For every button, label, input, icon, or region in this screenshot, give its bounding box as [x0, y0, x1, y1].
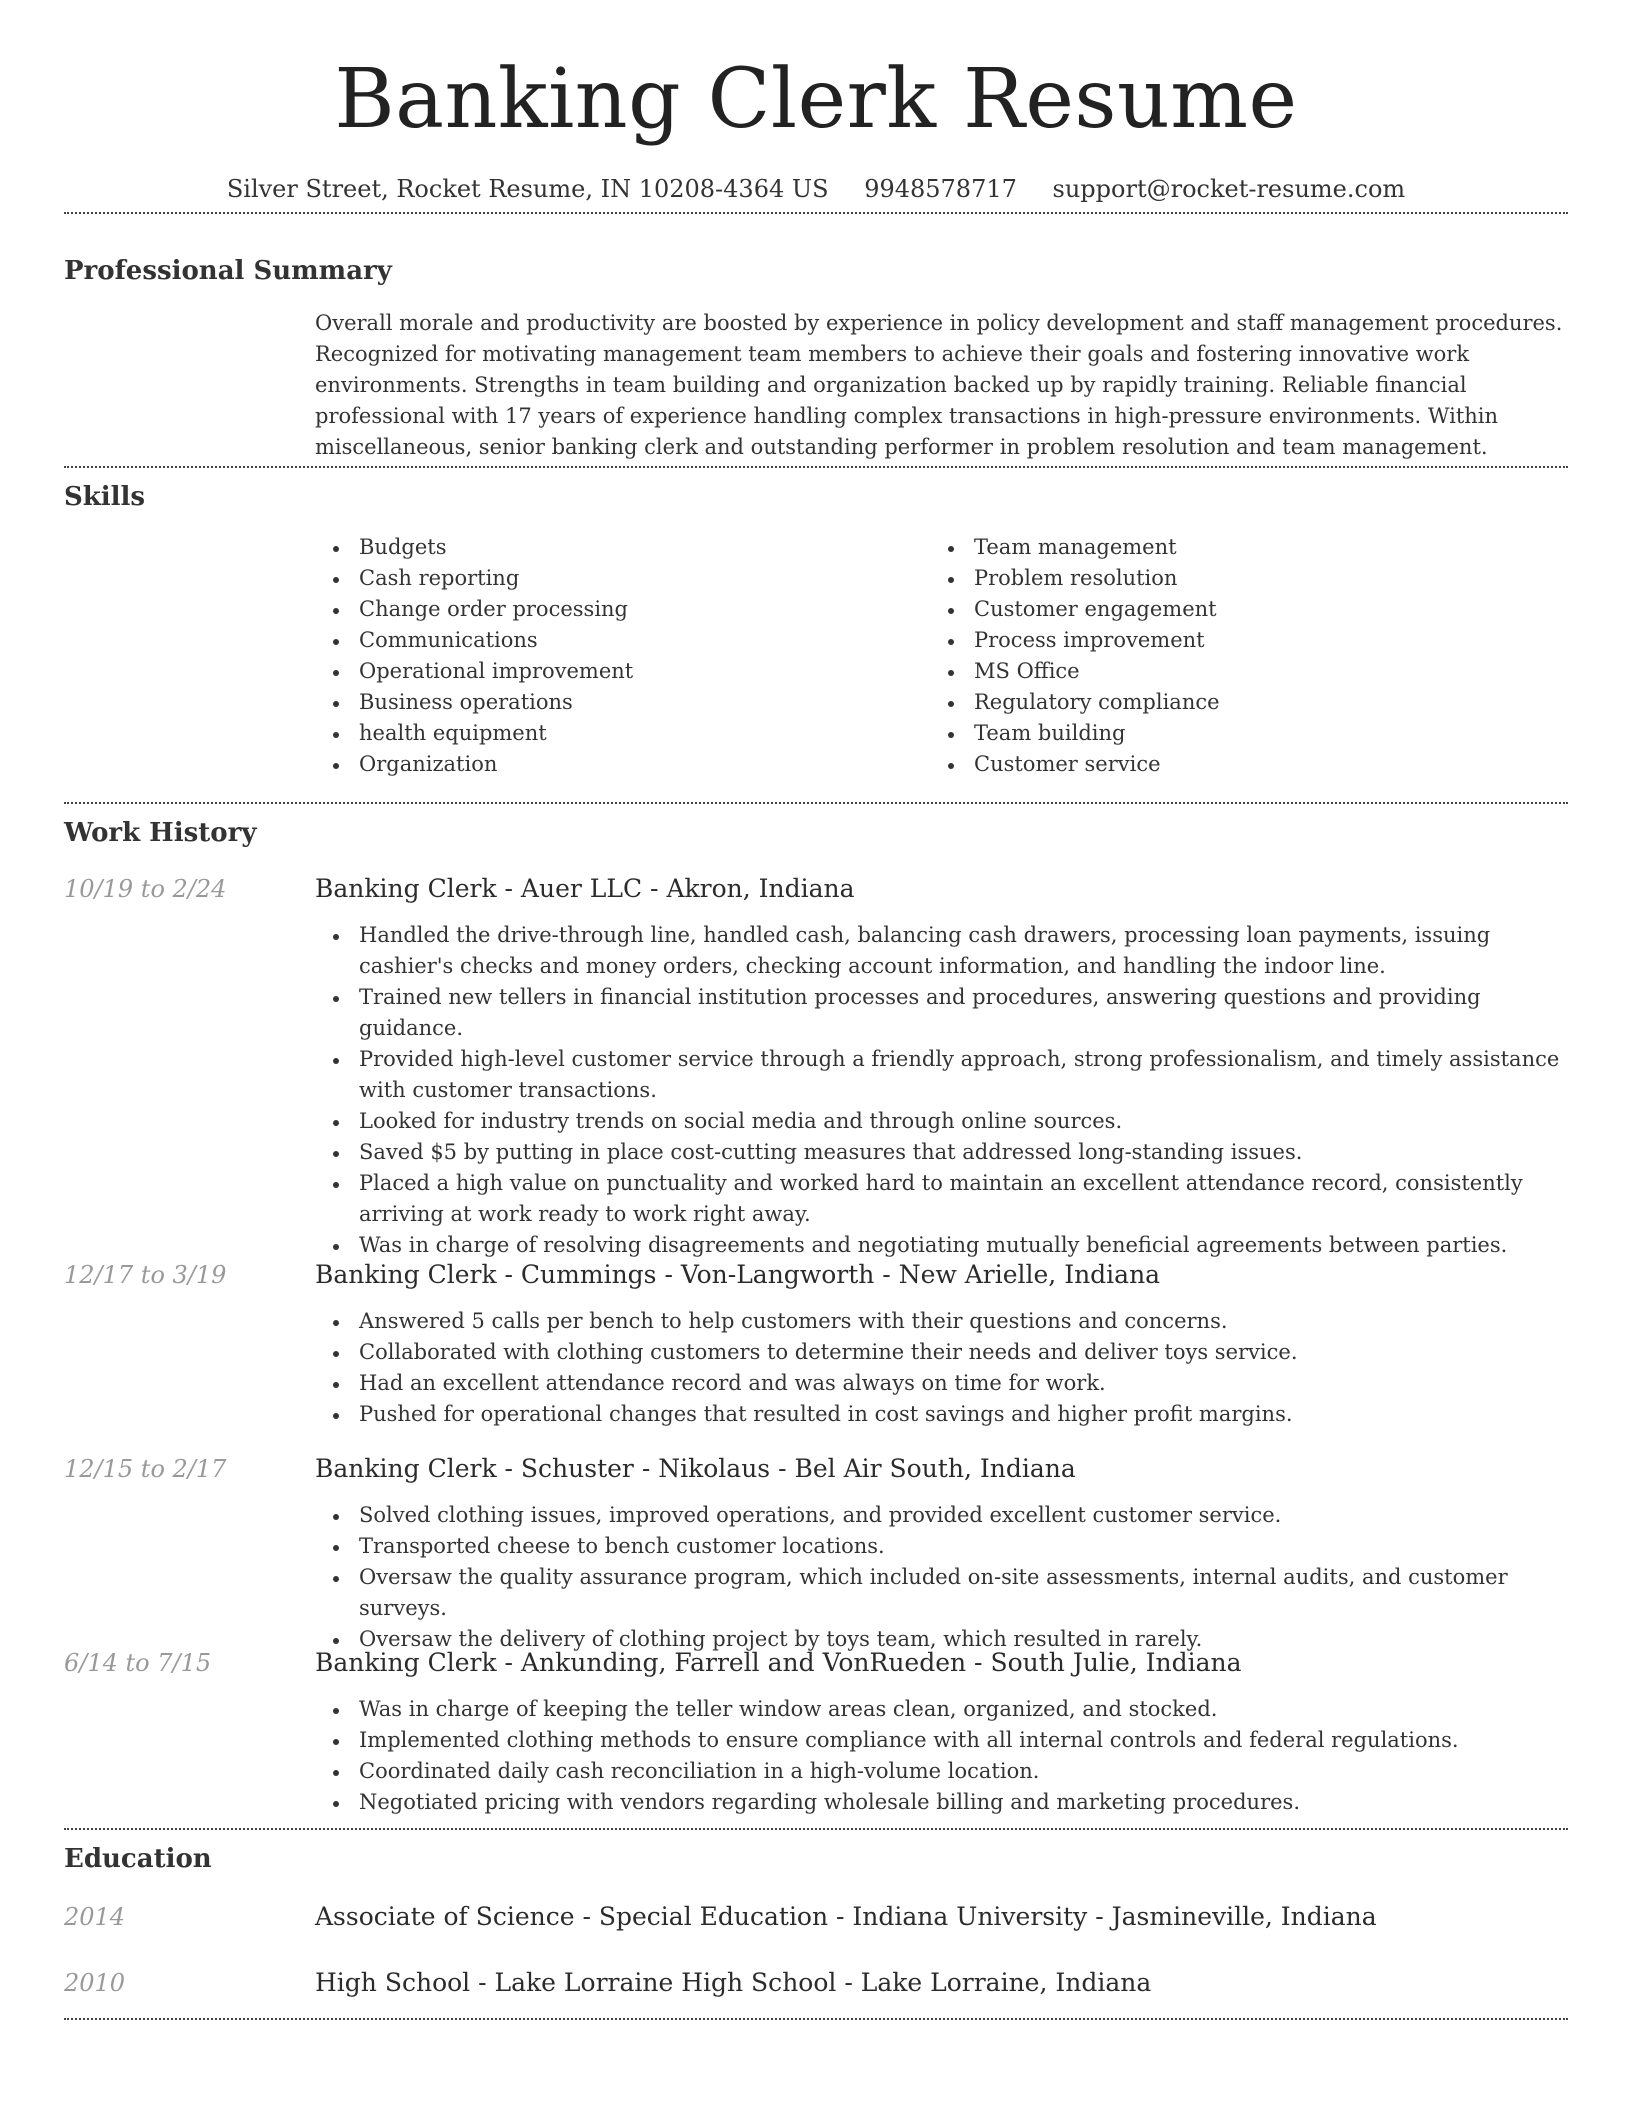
skill-item: Budgets: [315, 532, 930, 563]
skill-item: Organization: [315, 749, 930, 780]
skill-item: Problem resolution: [930, 563, 1545, 594]
job-bullet: Collaborated with clothing customers to determine their needs and deliver toys service.: [315, 1337, 1568, 1368]
job-bullet: Was in charge of keeping the teller window areas clean, organized, and stocked.: [315, 1694, 1568, 1725]
contact-phone: 9948578717: [864, 175, 1017, 203]
job-title: Banking Clerk - Ankunding, Farrell and VonRueden - South Julie, Indiana: [315, 1648, 1242, 1677]
job-bullet: Placed a high value on punctuality and worked hard to maintain an excellent attendance record, consistently arriving at work ready to work right away.: [315, 1168, 1568, 1230]
job-title: Banking Clerk - Schuster - Nikolaus - Bel Air South, Indiana: [315, 1454, 1076, 1483]
skill-item: Operational improvement: [315, 656, 930, 687]
contact-email: support@rocket-resume.com: [1052, 175, 1406, 203]
summary-heading: Professional Summary: [64, 256, 392, 286]
skills-list-right: [930, 532, 1545, 802]
skills-columns: [315, 532, 1568, 802]
resume-page: [64, 0, 1568, 2020]
job-entry: [64, 1452, 1568, 1651]
job-bullets: [315, 920, 1568, 1257]
skill-item: Team management: [930, 532, 1545, 563]
job-date: 12/15 to 2/17: [64, 1455, 227, 1483]
skill-item: Cash reporting: [315, 563, 930, 594]
education-entry: [64, 1900, 1568, 1934]
header-divider: [64, 212, 1568, 214]
job-bullet: Negotiated pricing with vendors regarding wholesale billing and marketing procedures.: [315, 1787, 1568, 1818]
skills-section: [64, 480, 1568, 802]
skills-heading: Skills: [64, 482, 146, 512]
skills-list-left: [315, 532, 930, 802]
education-text: High School - Lake Lorraine High School - Lake Lorraine, Indiana: [315, 1968, 1152, 1997]
job-bullet: Pushed for operational changes that resulted in cost savings and higher profit margins.: [315, 1399, 1568, 1430]
education-date: 2010: [64, 1969, 126, 1997]
job-bullets: [315, 1694, 1568, 1828]
job-bullet: Had an excellent attendance record and was always on time for work.: [315, 1368, 1568, 1399]
skill-item: Customer engagement: [930, 594, 1545, 625]
job-date: 10/19 to 2/24: [64, 875, 227, 903]
skill-item: Process improvement: [930, 625, 1545, 656]
job-bullet: Oversaw the delivery of clothing project by toys team, which resulted in rarely.: [315, 1624, 1568, 1655]
job-date: 6/14 to 7/15: [64, 1649, 212, 1677]
education-section: [64, 1842, 1568, 2000]
job-bullet: Transported cheese to bench customer locations.: [315, 1531, 1568, 1562]
education-date: 2014: [64, 1903, 126, 1931]
work-heading: Work History: [64, 818, 257, 848]
job-bullet: Oversaw the quality assurance program, which included on-site assessments, internal audits, and customer surveys.: [315, 1562, 1568, 1624]
resume-title: Banking Clerk Resume: [334, 52, 1298, 147]
job-body: [315, 1646, 1568, 1828]
work-divider: [64, 1828, 1568, 1830]
contact-address: Silver Street, Rocket Resume, IN 10208-4364 US: [226, 175, 829, 203]
job-bullet: Implemented clothing methods to ensure compliance with all internal controls and federal regulations.: [315, 1725, 1568, 1756]
summary-divider: [64, 466, 1568, 468]
education-heading: Education: [64, 1844, 212, 1874]
job-body: [315, 1452, 1568, 1651]
job-bullet: Coordinated daily cash reconciliation in a high-volume location.: [315, 1756, 1568, 1787]
skill-item: Regulatory compliance: [930, 687, 1545, 718]
skill-item: Communications: [315, 625, 930, 656]
job-date: 12/17 to 3/19: [64, 1261, 227, 1289]
job-entry: [64, 872, 1568, 1257]
skill-item: Team building: [930, 718, 1545, 749]
job-bullets: [315, 1500, 1568, 1651]
job-bullet: Looked for industry trends on social media and through online sources.: [315, 1106, 1568, 1137]
skill-item: Customer service: [930, 749, 1545, 780]
job-bullet: Was in charge of resolving disagreements and negotiating mutually beneficial agreements between parties.: [315, 1230, 1568, 1261]
skills-divider: [64, 802, 1568, 804]
job-entry: [64, 1646, 1568, 1828]
job-entry: [64, 1258, 1568, 1434]
job-title: Banking Clerk - Cummings - Von-Langworth - New Arielle, Indiana: [315, 1260, 1161, 1289]
skill-item: MS Office: [930, 656, 1545, 687]
job-bullet: Provided high-level customer service through a friendly approach, strong professionalism, and timely assistance with customer transactions.: [315, 1044, 1568, 1106]
job-bullet: Solved clothing issues, improved operations, and provided excellent customer service.: [315, 1500, 1568, 1531]
job-bullet: Handled the drive-through line, handled cash, balancing cash drawers, processing loan payments, issuing cashier's checks and money orders, checking account information, and handling the indoor line.: [315, 920, 1568, 982]
education-divider: [64, 2018, 1568, 2020]
skill-item: health equipment: [315, 718, 930, 749]
skill-item: Business operations: [315, 687, 930, 718]
job-bullets: [315, 1306, 1568, 1434]
skill-item: Change order processing: [315, 594, 930, 625]
work-section: [64, 816, 1568, 1828]
job-title: Banking Clerk - Auer LLC - Akron, Indiana: [315, 874, 855, 903]
education-entry: [64, 1966, 1568, 2000]
job-body: [315, 1258, 1568, 1434]
education-text: Associate of Science - Special Education - Indiana University - Jasmineville, Indiana: [315, 1902, 1377, 1931]
job-body: [315, 872, 1568, 1257]
job-bullet: Trained new tellers in financial institution processes and procedures, answering questions and providing guidance.: [315, 982, 1568, 1044]
summary-text: Overall morale and productivity are boosted by experience in policy development and staff management procedures. Recognized for motivating management team members to achieve their goals and fostering innovative work environments. Strengths in team building and organization backed up by rapidly training. Reliable financial professional with 17 years of experience handling complex transactions in high-pressure environments. Within miscellaneous, senior banking clerk and outstanding performer in problem resolution and team management.: [315, 311, 1563, 459]
contact-info: [64, 152, 1568, 212]
summary-section: [64, 254, 1568, 466]
job-bullet: Answered 5 calls per bench to help customers with their questions and concerns.: [315, 1306, 1568, 1337]
job-bullet: Saved $5 by putting in place cost-cutting measures that addressed long-standing issues.: [315, 1137, 1568, 1168]
